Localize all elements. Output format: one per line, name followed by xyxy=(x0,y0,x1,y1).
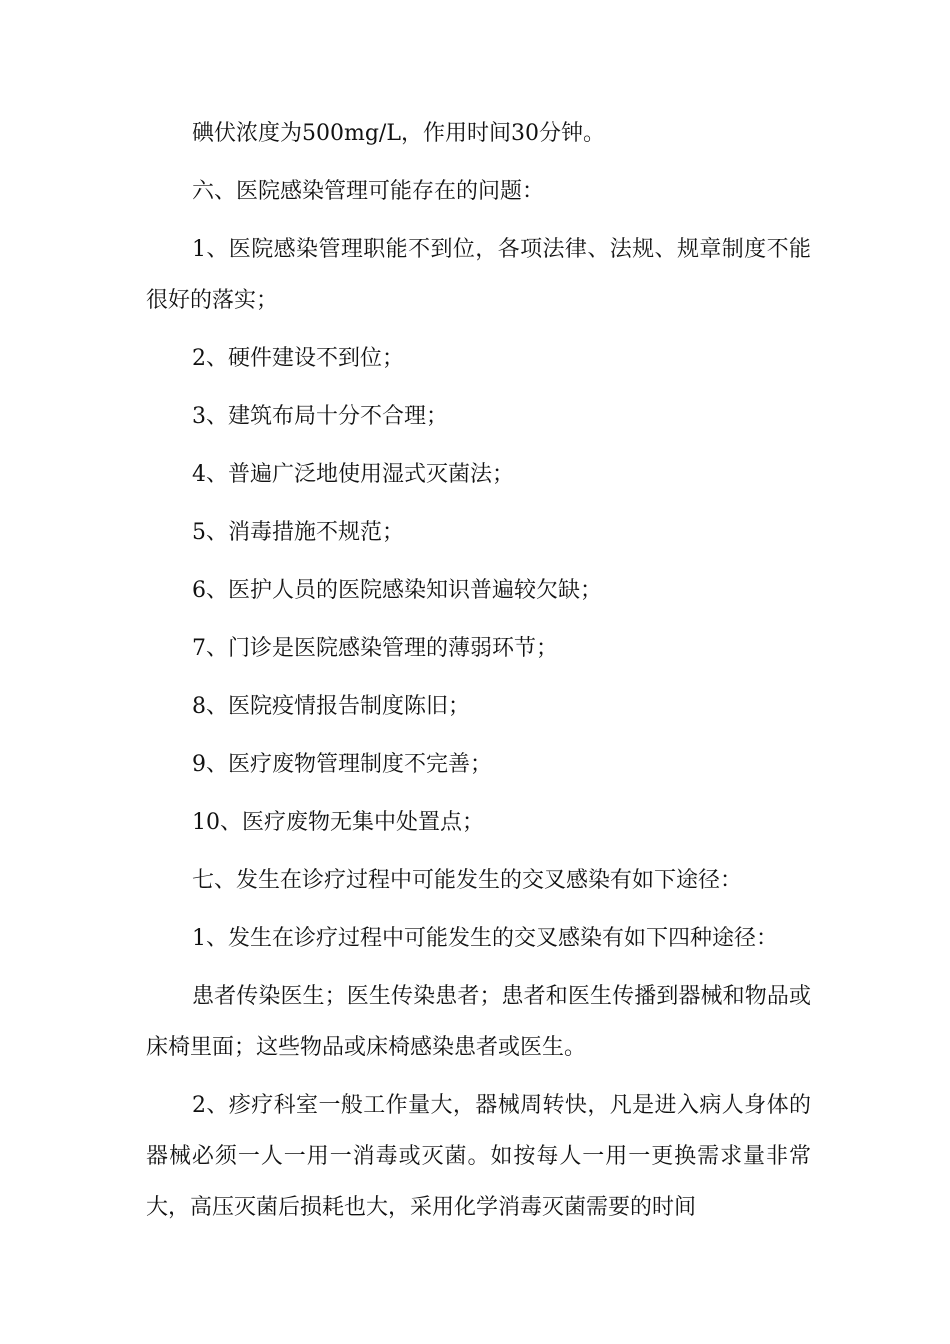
document-body xyxy=(146,108,811,1240)
list-item-7: 7、门诊是医院感染管理的薄弱环节； xyxy=(192,636,558,661)
list-item-3: 3、建筑布局十分不合理； xyxy=(192,404,448,429)
list-item-4: 4、普遍广泛地使用湿式灭菌法； xyxy=(192,462,514,487)
transmission-routes-paragraph: 患者传染医生；医生传染患者；患者和医生传播到器械和物品或床椅里面；这些物品或床椅感染患者或医生。 xyxy=(146,984,811,1060)
list-item-10: 10、医疗废物无集中处置点； xyxy=(192,810,484,835)
section-seven-item-2: 2、疹疗科室一般工作量大，器械周转快，凡是进入病人身体的器械必须一人一用一消毒或灭菌。如按每人一用一更换需求量非常大，高压灭菌后损耗也大，采用化学消毒灭菌需要的时间 xyxy=(146,1093,811,1220)
section-seven-item-1: 1、发生在诊疗过程中可能发生的交叉感染有如下四种途径： xyxy=(192,926,778,951)
list-item-6: 6、医护人员的医院感染知识普遍较欠缺； xyxy=(192,578,602,603)
list-item-1: 1、医院感染管理职能不到位，各项法律、法规、规章制度不能很好的落实； xyxy=(146,237,811,313)
list-item-2: 2、硬件建设不到位； xyxy=(192,346,404,371)
list-item-9: 9、医疗废物管理制度不完善； xyxy=(192,752,492,777)
heading-section-six: 六、医院感染管理可能存在的问题： xyxy=(192,179,545,204)
list-item-5: 5、消毒措施不规范； xyxy=(192,520,404,545)
heading-section-seven: 七、发生在诊疗过程中可能发生的交叉感染有如下途径： xyxy=(192,868,743,893)
paragraph-iodophor-concentration: 碘伏浓度为500mg/L，作用时间30分钟。 xyxy=(192,121,605,146)
list-item-8: 8、医院疫情报告制度陈旧； xyxy=(192,694,470,719)
